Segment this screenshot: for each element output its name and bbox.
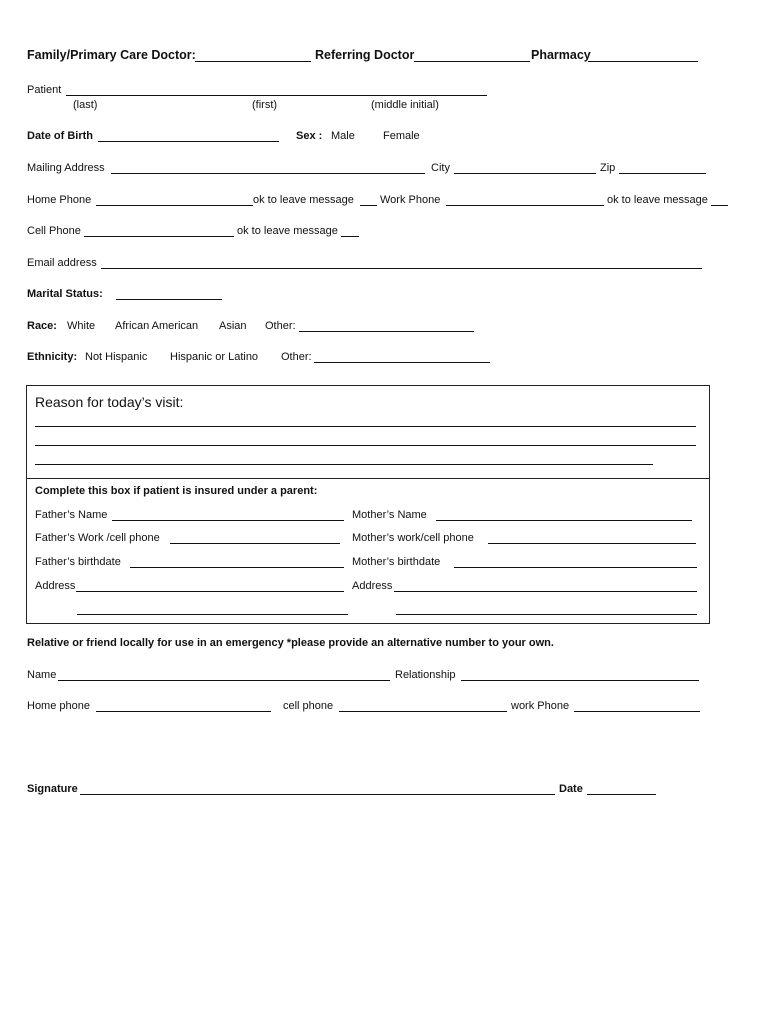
mailing-address-field[interactable] <box>111 162 425 174</box>
work-phone-ok-message-label: ok to leave message <box>607 194 708 206</box>
mother-name-field[interactable] <box>436 509 692 521</box>
cell-phone-ok-message-field[interactable] <box>341 225 359 237</box>
father-phone-label: Father’s Work /cell phone <box>35 532 160 544</box>
email-field[interactable] <box>101 257 702 269</box>
referring-doctor-label: Referring Doctor <box>315 48 415 62</box>
father-birthdate-label: Father’s birthdate <box>35 556 121 568</box>
emergency-cell-phone-field[interactable] <box>339 700 507 712</box>
city-label: City <box>431 162 450 174</box>
cell-phone-field[interactable] <box>84 225 234 237</box>
father-phone-field[interactable] <box>170 532 340 544</box>
work-phone-field[interactable] <box>446 194 604 206</box>
emergency-name-label: Name <box>27 669 57 681</box>
signature-date-field[interactable] <box>587 783 656 795</box>
race-other-field[interactable] <box>299 320 474 332</box>
emergency-contact-title: Relative or friend locally for use in an emergency *please provide an alternative number to your own. <box>27 637 554 649</box>
zip-label: Zip <box>600 162 616 174</box>
cell-phone-ok-message-label: ok to leave message <box>237 225 338 237</box>
race-label: Race: <box>27 320 57 332</box>
dob-field[interactable] <box>98 130 279 142</box>
sex-female-option[interactable]: Female <box>383 130 420 142</box>
ethnicity-other-label: Other: <box>281 351 312 363</box>
dob-label: Date of Birth <box>27 130 93 142</box>
reason-line-1[interactable] <box>35 415 696 427</box>
emergency-home-phone-label: Home phone <box>27 700 90 712</box>
cell-phone-label: Cell Phone <box>27 225 81 237</box>
father-name-field[interactable] <box>112 509 344 521</box>
home-phone-field[interactable] <box>96 194 253 206</box>
ethnicity-hispanic-option[interactable]: Hispanic or Latino <box>170 351 259 363</box>
father-address-field-1[interactable] <box>76 580 344 592</box>
patient-last-hint: (last) <box>73 99 98 111</box>
ethnicity-label: Ethnicity: <box>27 351 78 363</box>
home-phone-ok-message-label: ok to leave message <box>253 194 354 206</box>
patient-first-hint: (first) <box>252 99 278 111</box>
ethnicity-not-hispanic-option[interactable]: Not Hispanic <box>85 351 148 363</box>
box-divider <box>26 478 710 479</box>
father-address-field-2[interactable] <box>77 603 348 615</box>
signature-field[interactable] <box>80 783 555 795</box>
race-white-option[interactable]: White <box>67 320 96 332</box>
reason-for-visit-label: Reason for today’s visit: <box>35 394 184 410</box>
work-phone-ok-message-field[interactable] <box>711 194 728 206</box>
emergency-name-field[interactable] <box>58 669 390 681</box>
referring-doctor-field[interactable] <box>414 50 530 62</box>
home-phone-ok-message-field[interactable] <box>360 194 377 206</box>
family-doctor-label: Family/Primary Care Doctor: <box>27 48 196 62</box>
race-other-label: Other: <box>265 320 296 332</box>
race-asian-option[interactable]: Asian <box>219 320 247 332</box>
mother-phone-label: Mother’s work/cell phone <box>352 532 474 544</box>
mother-address-field-1[interactable] <box>394 580 697 592</box>
mailing-address-label: Mailing Address <box>27 162 105 174</box>
emergency-cell-phone-label: cell phone <box>283 700 334 712</box>
marital-status-label: Marital Status: <box>27 288 103 300</box>
patient-name-field[interactable] <box>66 84 487 96</box>
emergency-work-phone-field[interactable] <box>574 700 700 712</box>
ethnicity-other-field[interactable] <box>314 351 490 363</box>
mother-name-label: Mother’s Name <box>352 509 427 521</box>
relationship-label: Relationship <box>395 669 456 681</box>
mother-address-label: Address <box>352 580 393 592</box>
mother-phone-field[interactable] <box>488 532 696 544</box>
race-african-american-option[interactable]: African American <box>115 320 199 332</box>
father-address-label: Address <box>35 580 76 592</box>
mother-birthdate-label: Mother’s birthdate <box>352 556 441 568</box>
emergency-work-phone-label: work Phone <box>511 700 570 712</box>
signature-label: Signature <box>27 783 78 795</box>
pharmacy-label: Pharmacy <box>531 48 591 62</box>
marital-status-field[interactable] <box>116 288 222 300</box>
zip-field[interactable] <box>619 162 706 174</box>
signature-date-label: Date <box>559 783 583 795</box>
pharmacy-field[interactable] <box>588 50 698 62</box>
email-label: Email address <box>27 257 97 269</box>
father-birthdate-field[interactable] <box>130 556 344 568</box>
patient-middle-hint: (middle initial) <box>371 99 439 111</box>
reason-line-3[interactable] <box>35 453 653 465</box>
home-phone-label: Home Phone <box>27 194 92 206</box>
work-phone-label: Work Phone <box>380 194 441 206</box>
mother-address-field-2[interactable] <box>396 603 697 615</box>
sex-label: Sex : <box>296 130 323 142</box>
city-field[interactable] <box>454 162 596 174</box>
relationship-field[interactable] <box>461 669 699 681</box>
mother-birthdate-field[interactable] <box>454 556 697 568</box>
patient-label: Patient <box>27 84 62 96</box>
emergency-home-phone-field[interactable] <box>96 700 271 712</box>
parent-box-title: Complete this box if patient is insured under a parent: <box>35 485 318 497</box>
family-doctor-field[interactable] <box>195 50 311 62</box>
sex-male-option[interactable]: Male <box>331 130 355 142</box>
reason-line-2[interactable] <box>35 434 696 446</box>
father-name-label: Father’s Name <box>35 509 108 521</box>
